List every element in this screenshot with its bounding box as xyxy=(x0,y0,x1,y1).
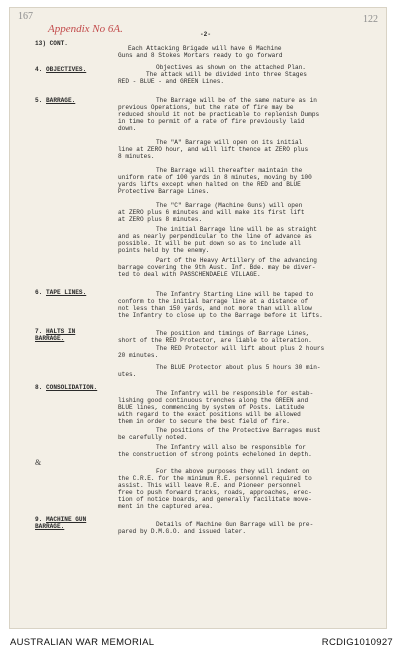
section-7-number: 7. xyxy=(35,328,43,335)
section-13-number: 13) CONT. xyxy=(35,40,68,47)
section-6-title: TAPE LINES. xyxy=(46,289,87,296)
section-5-line: down. xyxy=(118,125,137,132)
section-4-number: 4. xyxy=(35,66,43,73)
section-13-line: Each Attacking Brigade will have 6 Machine xyxy=(128,45,282,52)
section-7-line: short of the RED Protector, are liable to alteration. xyxy=(118,337,312,344)
section-7-line: The RED Protector will lift about plus 2 hours xyxy=(156,345,325,352)
section-5-line: line at ZERO hour, and will lift thence at ZERO plus xyxy=(118,146,309,153)
section-7-line: The BLUE Protector about plus 5 hours 30 min- xyxy=(156,364,321,371)
section-7-title: HALTS IN xyxy=(46,328,76,335)
section-8-title: CONSOLIDATION. xyxy=(46,384,98,391)
section-5-line: barrage covering the 9th Aust. Inf. Bde. may be diver- xyxy=(118,264,316,271)
section-5-line: Part of the Heavy Artillery of the advancing xyxy=(156,257,317,264)
footer-institution: AUSTRALIAN WAR MEMORIAL xyxy=(10,637,155,648)
section-6-line: the Infantry to close up to the Barrage before it lifts. xyxy=(118,312,323,319)
section-7-line: The position and timings of Barrage Lines, xyxy=(156,330,310,337)
section-8-line: free to push forward tracks, roads, approaches, erec- xyxy=(118,489,312,496)
section-8-line: them in order to secure the best field of fire. xyxy=(118,418,290,425)
section-5-line: The Barrage will thereafter maintain the xyxy=(156,167,303,174)
section-8-line: The Infantry will be responsible for estab- xyxy=(156,390,314,397)
section-5-line: at ZERO plus 6 minutes and will make its first lift xyxy=(118,209,305,216)
section-5-number: 5. xyxy=(35,97,43,104)
section-9-line: Details of Machine Gun Barrage will be pre- xyxy=(156,521,314,528)
section-8-number: 8. xyxy=(35,384,43,391)
section-8-line: The Infantry will also be responsible for xyxy=(156,444,306,451)
section-8-line: the construction of strong points echeloned in depth. xyxy=(118,451,312,458)
document-page xyxy=(10,8,386,628)
pencil-folio-right: 122 xyxy=(363,14,378,25)
section-5-line: possible. It will be put down so as to include all xyxy=(118,240,301,247)
section-9-line: pared by D.M.G.O. and issued later. xyxy=(118,528,246,535)
section-4-title: OBJECTIVES. xyxy=(46,66,87,73)
section-5-line: The "C" Barrage (Machine Guns) will open xyxy=(156,202,303,209)
section-5-line: 8 minutes. xyxy=(118,153,155,160)
appendix-annotation: Appendix No 6A. xyxy=(48,23,123,35)
section-5-line: The initial Barrage line will be as straight xyxy=(156,226,317,233)
section-9-number: 9. xyxy=(35,516,43,523)
archive-footer xyxy=(0,631,401,654)
section-5-line: The "A" Barrage will open on its initial xyxy=(156,139,303,146)
section-4-line: RED - BLUE - and GREEN Lines. xyxy=(118,78,225,85)
section-5-title: BARRAGE. xyxy=(46,97,76,104)
section-5-line: and as nearly perpendicular to the line of advance as xyxy=(118,233,312,240)
section-8-line: assist. This will leave R.E. and Pioneer personnel xyxy=(118,482,301,489)
section-7-line: utes. xyxy=(118,371,137,378)
section-8-line: lishing good continuous trenches along the GREEN and xyxy=(118,397,309,404)
section-8-line: with regard to the exact positions will be allowed xyxy=(118,411,301,418)
footer-record-id: RCDIG1010927 xyxy=(321,637,393,648)
section-6-line: The Infantry Starting Line will be taped to xyxy=(156,291,314,298)
section-9-title: MACHINE GUN xyxy=(46,516,87,523)
page-marker: -2- xyxy=(200,31,211,38)
section-6-line: conform to the initial barrage line at a distance of xyxy=(118,298,309,305)
section-9-title-cont: BARRAGE. xyxy=(35,523,65,530)
section-8-line: BLUE lines, commencing by system of Posts. Latitude xyxy=(118,404,305,411)
section-5-line: yards lifts except when halted on the RED and BLUE xyxy=(118,181,301,188)
section-4-line: The attack will be divided into three Stages xyxy=(146,71,307,78)
pencil-mark: & xyxy=(35,458,42,467)
section-13-line: Guns and 8 Stokes Mortars ready to go forward xyxy=(118,52,283,59)
section-8-line: the C.R.E. for the minimum R.E. personnel required to xyxy=(118,475,312,482)
section-5-line: The Barrage will be of the same nature as in xyxy=(156,97,317,104)
section-5-line: uniform rate of 100 yards in 8 minutes, moving by 100 xyxy=(118,174,312,181)
section-8-line: tion of notice boards, and generally facilitate move- xyxy=(118,496,312,503)
section-8-line: be carefully noted. xyxy=(118,434,188,441)
pencil-folio-left: 167 xyxy=(18,11,33,22)
section-5-line: previous Operations, but the rate of fire may be xyxy=(118,104,294,111)
section-6-line: not less than 150 yards, and not more than will allow xyxy=(118,305,312,312)
section-8-line: The positions of the Protective Barrages must xyxy=(156,427,321,434)
section-8-line: For the above purposes they will indent on xyxy=(156,468,310,475)
section-5-line: at ZERO plus 8 minutes. xyxy=(118,216,203,223)
section-5-line: points held by the enemy. xyxy=(118,247,210,254)
section-7-line: 20 minutes. xyxy=(118,352,159,359)
section-5-line: reduced should it not be practicable to replenish Dumps xyxy=(118,111,320,118)
section-5-line: Protective Barrage Lines. xyxy=(118,188,210,195)
section-6-number: 6. xyxy=(35,289,43,296)
section-4-line: Objectives as shown on the attached Plan. xyxy=(156,64,306,71)
section-5-line: ted to deal with PASSCHENDAELE VILLAGE. xyxy=(118,271,261,278)
section-7-title-cont: BARRAGE. xyxy=(35,335,65,342)
section-5-line: in time to permit of a rate of fire previously laid xyxy=(118,118,305,125)
section-8-line: ment in the captured area. xyxy=(118,503,214,510)
